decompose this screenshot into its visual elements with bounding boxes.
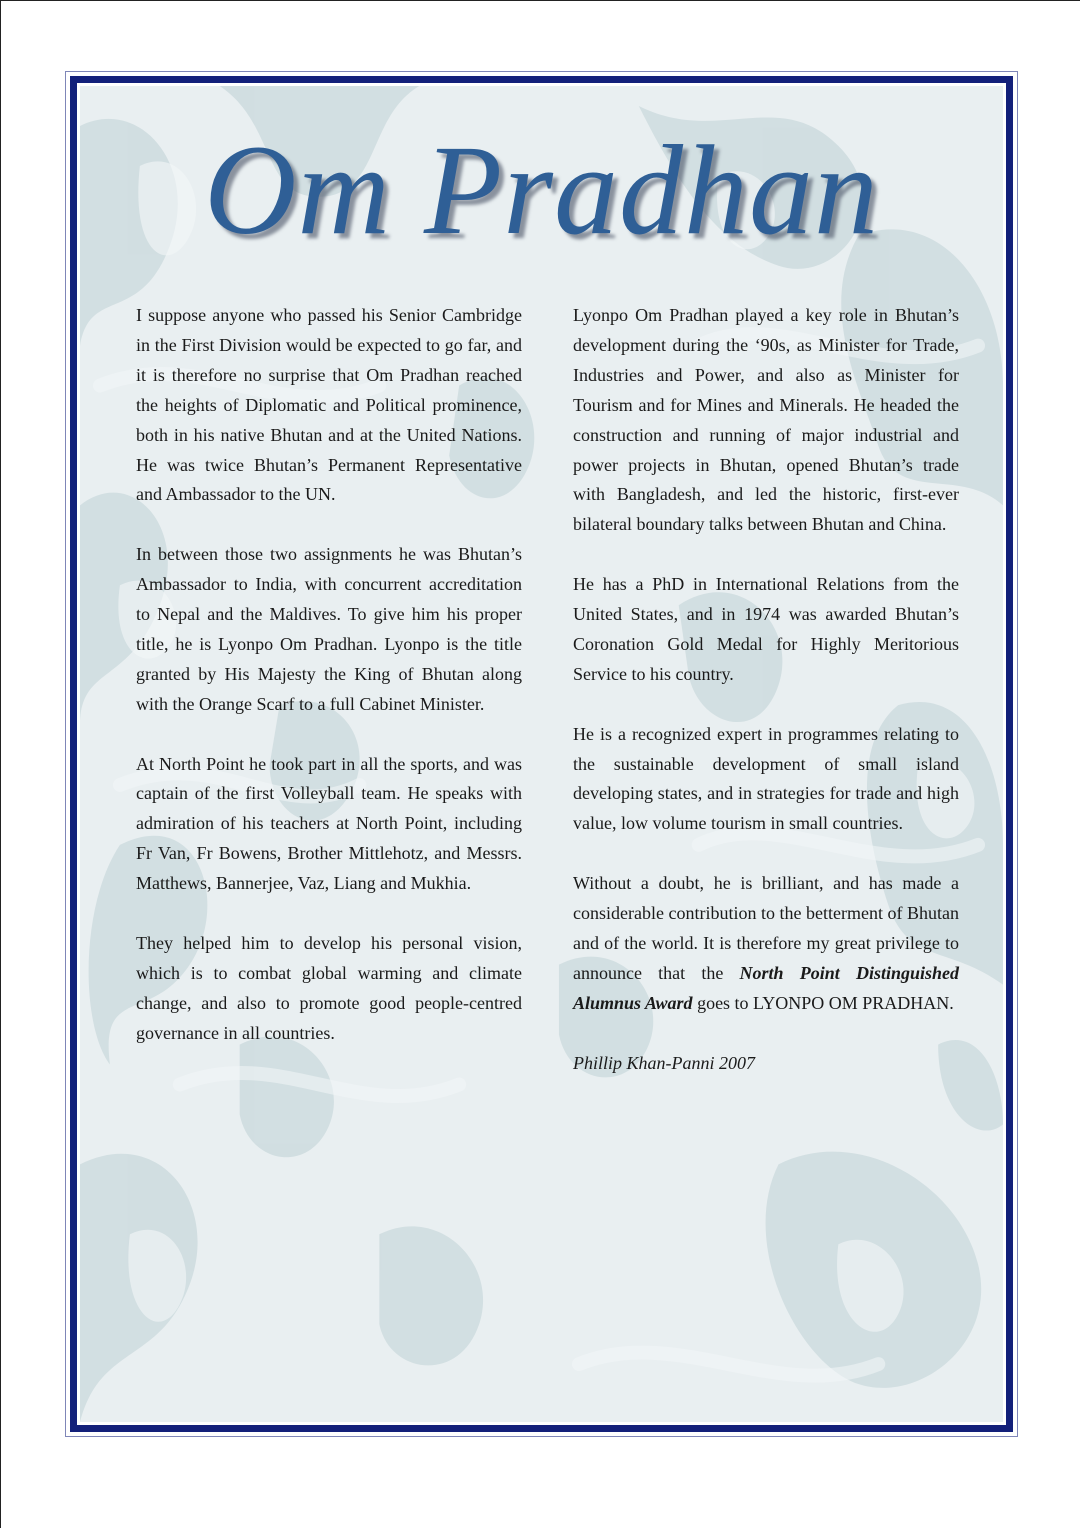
left-paragraph-1: I suppose anyone who passed his Senior Cambridge in the First Division would be expected to go far, and it is therefore no surprise that Om Pradhan reached the heights of Diplomatic and Political prominence, both in his native Bhutan and at the United Nations. He was twice Bhutan’s Permanent Representative and Ambassador to the UN. bbox=[136, 305, 522, 505]
left-paragraph-4: They helped him to develop his personal vision, which is to combat global warming and climate change, and also to promote good people-centred governance in all countries. bbox=[136, 932, 522, 1043]
left-paragraph-2: In between those two assignments he was Bhutan’s Ambassador to India, with concurrent accreditation to Nepal and the Maldives. To give him his proper title, he is Lyonpo Om Pradhan. Lyonpo is the title granted by His Majesty the King of Bhutan along with the Orange Scarf to a full Cabinet Minister. bbox=[136, 544, 522, 714]
right-paragraph-1: Lyonpo Om Pradhan played a key role in Bhutan’s development during the ‘90s, as Minister for Trade, Industries and Power, and also as Minister for Tourism and for Mines and Minerals. He headed the construction and running of major industrial and power projects in Bhutan, opened Bhutan’s trade with Bangladesh, and led the historic, first-ever bilateral boundary talks between Bhutan and China. bbox=[573, 305, 959, 535]
outer-thin-frame bbox=[65, 71, 1018, 1437]
right-text-column bbox=[573, 301, 959, 1108]
patterned-background-panel bbox=[80, 86, 1003, 1422]
right-paragraph-4 bbox=[573, 869, 959, 1019]
right-paragraph-2: He has a PhD in International Relations from the United States, and in 1974 was awarded Bhutan’s Coronation Gold Medal for Highly Meritorious Service to his country. bbox=[573, 574, 959, 684]
left-paragraph-3: At North Point he took part in all the sports, and was captain of the first Volleyball team. He speaks with admiration of his teachers at North Point, including Fr Van, Fr Bowens, Brother Mittlehotz, and Messrs. Matthews, Bannerjee, Vaz, Liang and Mukhia. bbox=[136, 753, 522, 894]
closing-text-after: goes to LYONPO OM PRADHAN. bbox=[692, 992, 954, 1013]
blue-border-frame bbox=[70, 76, 1013, 1432]
author-signature: Phillip Khan-Panni 2007 bbox=[573, 1052, 755, 1073]
right-paragraph-3: He is a recognized expert in programmes relating to the sustainable development of small island developing states, and in strategies for trade and high value, low volume tourism in small countries. bbox=[573, 723, 959, 834]
left-text-column bbox=[136, 301, 522, 1079]
closing-text-before: Without a doubt, he is brilliant, and has made a considerable contribution to the betterment of Bhutan and of the world. It is therefore my great privilege to announce that the bbox=[573, 873, 959, 983]
award-name: North Point Distinguished Alumnus Award bbox=[573, 962, 959, 1013]
page-title: Om Pradhan bbox=[204, 119, 879, 261]
